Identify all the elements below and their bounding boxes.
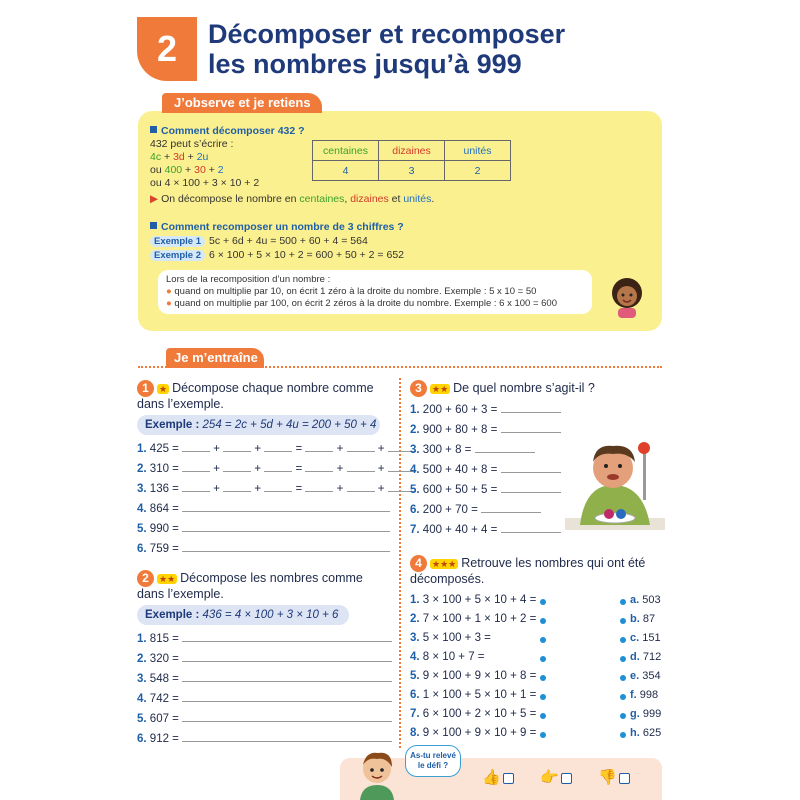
- answer-value: 999: [642, 708, 662, 720]
- thumbs-up-icon: 👍: [482, 769, 501, 786]
- observe-line-3: ou 400 + 30 + 2: [150, 164, 224, 176]
- match-dot-right[interactable]: [620, 675, 626, 681]
- difficulty-stars: ★★: [432, 383, 449, 394]
- answer-option: [630, 670, 661, 682]
- item-text: 815 =: [149, 633, 179, 645]
- exercise-item: [410, 613, 536, 625]
- item-text: 310 =: [149, 463, 179, 475]
- exercise-item: [410, 670, 536, 682]
- answer-option: [630, 727, 661, 739]
- answer-blank[interactable]: [182, 693, 392, 702]
- item-number: 6.: [410, 689, 420, 701]
- answer-blank[interactable]: [501, 424, 561, 433]
- answer-value: 354: [642, 670, 661, 682]
- item-text: 607 =: [149, 713, 179, 725]
- answer-blank[interactable]: [475, 444, 535, 453]
- checkbox[interactable]: [561, 773, 572, 784]
- observe-example-1: Exemple 1 5c + 6d + 4u = 500 + 60 + 4 = 564: [150, 235, 368, 247]
- exercise-instruction: De quel nombre s’agit-il ?: [453, 380, 595, 395]
- match-dot-left[interactable]: [540, 637, 546, 643]
- triangle-bullet-icon: ▶: [150, 193, 159, 205]
- exercise-item: [137, 653, 392, 665]
- exercise-1-example: Exemple : 254 = 2c + 5d + 4u = 200 + 50 + 4: [137, 415, 380, 435]
- exercise-item: [410, 464, 561, 476]
- answer-blank[interactable]: [182, 673, 392, 682]
- item-text: 1 × 100 + 5 × 10 + 1 =: [422, 689, 537, 701]
- answer-blank[interactable]: [182, 733, 392, 742]
- answer-blank[interactable]: [264, 463, 292, 472]
- item-text: 864 =: [149, 503, 179, 515]
- answer-blank[interactable]: [347, 443, 375, 452]
- item-text: 912 =: [149, 733, 179, 745]
- table-header: centaines: [313, 141, 379, 161]
- difficulty-stars: ★★★: [432, 558, 457, 569]
- exercise-item: [410, 727, 536, 739]
- practice-tab: Je m’entraîne: [166, 348, 264, 368]
- answer-value: 151: [642, 632, 661, 644]
- answer-blank[interactable]: [182, 543, 390, 552]
- answer-blank[interactable]: [223, 443, 251, 452]
- answer-option: [630, 632, 661, 644]
- answer-blank[interactable]: [182, 503, 390, 512]
- exercise-item: 3. 136 = + + = + +: [137, 483, 416, 495]
- item-number: 5.: [410, 670, 420, 682]
- exercise-instruction: Retrouve les nombres qui ont été décomposés.: [410, 555, 646, 586]
- thumbs-down-icon: 👎: [598, 769, 617, 786]
- thumbs-sideways-icon: 👉: [540, 769, 559, 786]
- table-header: dizaines: [379, 141, 445, 161]
- item-text: 742 =: [149, 693, 179, 705]
- thumbs-side-option[interactable]: [540, 768, 572, 786]
- item-number: 7.: [410, 708, 420, 720]
- answer-blank[interactable]: [223, 463, 251, 472]
- exercise-item: [410, 444, 535, 456]
- match-dot-right[interactable]: [620, 694, 626, 700]
- table-cell: 2: [445, 161, 511, 181]
- exercise-item: [137, 523, 390, 535]
- answer-blank[interactable]: [481, 504, 541, 513]
- exercise-item: [410, 708, 536, 720]
- answer-blank[interactable]: [182, 443, 210, 452]
- exercise-item: [137, 673, 392, 685]
- item-number: 5.: [410, 484, 420, 496]
- observe-line-4: ou 4 × 100 + 3 × 10 + 2: [150, 177, 260, 189]
- answer-blank[interactable]: [182, 713, 392, 722]
- item-number: 7.: [410, 524, 420, 536]
- item-number: 2.: [410, 424, 420, 436]
- boy-illustration: [352, 745, 402, 800]
- match-dot-left[interactable]: [540, 618, 546, 624]
- match-dot-left[interactable]: [540, 675, 546, 681]
- item-number: 2.: [137, 463, 147, 475]
- answer-blank[interactable]: [305, 463, 333, 472]
- observe-example-2: Exemple 2 6 × 100 + 5 × 10 + 2 = 600 + 50 + 2 = 652: [150, 249, 404, 261]
- answer-letter: g.: [630, 708, 640, 720]
- exercise-item: [137, 733, 392, 745]
- item-text: 759 =: [149, 543, 179, 555]
- challenge-speech-bubble: As-tu relevé le défi ?: [405, 745, 461, 777]
- item-text: 600 + 50 + 5 =: [422, 484, 498, 496]
- item-number: 4.: [410, 651, 420, 663]
- exercise-item: [410, 504, 541, 516]
- answer-blank[interactable]: [501, 484, 561, 493]
- observe-question-1: Comment décomposer 432 ?: [150, 125, 305, 137]
- item-text: 8 × 10 + 7 =: [422, 651, 485, 663]
- rule-bubble: [158, 270, 592, 314]
- item-number: 3.: [410, 632, 420, 644]
- difficulty-stars: ★★: [159, 573, 176, 584]
- square-bullet-icon: [150, 126, 157, 133]
- item-text: 320 =: [149, 653, 179, 665]
- exercise-item: [410, 632, 491, 644]
- exercise-item: [137, 713, 392, 725]
- thumbs-down-option[interactable]: [598, 768, 630, 786]
- item-text: 200 + 70 =: [422, 504, 478, 516]
- item-text: 425 =: [149, 443, 179, 455]
- answer-blank[interactable]: [347, 483, 375, 492]
- observe-line-2: 4c + 3d + 2u: [150, 151, 209, 163]
- exercise-number: 4: [410, 555, 427, 572]
- exercise-2-example: Exemple : 436 = 4 × 100 + 3 × 10 + 6: [137, 605, 349, 625]
- girl-illustration: [606, 276, 648, 318]
- answer-blank[interactable]: [182, 483, 210, 492]
- column-divider: [399, 378, 401, 748]
- exercise-instruction: Décompose les nombres comme dans l’exemple.: [137, 570, 363, 601]
- table-header: unités: [445, 141, 511, 161]
- answer-option: [630, 613, 655, 625]
- match-dot-left[interactable]: [540, 599, 546, 605]
- title-line-1: Décomposer et recomposer: [208, 19, 566, 49]
- man-eating-illustration: [565, 430, 665, 530]
- exercise-item: [410, 689, 536, 701]
- answer-letter: b.: [630, 613, 640, 625]
- item-number: 3.: [410, 444, 420, 456]
- item-text: 9 × 100 + 9 × 10 + 9 =: [422, 727, 537, 739]
- answer-value: 712: [642, 651, 662, 663]
- square-bullet-icon: [150, 222, 157, 229]
- answer-blank[interactable]: [305, 483, 333, 492]
- item-text: 900 + 80 + 8 =: [422, 424, 498, 436]
- answer-blank[interactable]: [264, 443, 292, 452]
- page-title: [208, 19, 565, 79]
- answer-blank[interactable]: [305, 443, 333, 452]
- item-text: 400 + 40 + 4 =: [422, 524, 498, 536]
- difficulty-stars: ★: [159, 383, 168, 394]
- exercise-4-header: [410, 555, 660, 586]
- checkbox[interactable]: [619, 773, 630, 784]
- bubble-line-1: Lors de la recomposition d’un nombre :: [166, 274, 331, 285]
- item-number: 6.: [137, 543, 147, 555]
- exercise-item: [137, 633, 392, 645]
- bubble-line-2: ● quand on multiplie par 10, on écrit 1 zéro à la droite du nombre. Exemple : 5 x 10 = 50: [166, 286, 537, 297]
- item-number: 5.: [137, 713, 147, 725]
- item-number: 3.: [137, 483, 147, 495]
- exercise-item: [410, 424, 561, 436]
- match-dot-left[interactable]: [540, 694, 546, 700]
- exercise-number: 1: [137, 380, 154, 397]
- item-number: 8.: [410, 727, 420, 739]
- answer-letter: h.: [630, 727, 640, 739]
- exercise-item: [410, 484, 561, 496]
- item-number: 1.: [137, 633, 147, 645]
- answer-value: 625: [642, 727, 662, 739]
- item-text: 5 × 100 + 3 =: [422, 632, 491, 644]
- answer-blank[interactable]: [223, 483, 251, 492]
- item-number: 6.: [137, 733, 147, 745]
- item-number: 4.: [410, 464, 420, 476]
- match-dot-right[interactable]: [620, 732, 626, 738]
- item-number: 1.: [410, 594, 420, 606]
- table-cell: 3: [379, 161, 445, 181]
- exercise-number: 3: [410, 380, 427, 397]
- answer-blank[interactable]: [182, 523, 390, 532]
- exercise-3-header: [410, 380, 650, 397]
- table-cell: 4: [313, 161, 379, 181]
- answer-option: [630, 651, 661, 663]
- exercise-item: [410, 651, 485, 663]
- bubble-line-3: ● quand on multiplie par 100, on écrit 2 zéros à la droite du nombre. Exemple : 6 x 100 = 600: [166, 298, 557, 309]
- match-dot-left[interactable]: [540, 732, 546, 738]
- match-dot-right[interactable]: [620, 618, 626, 624]
- exercise-item: [137, 543, 390, 555]
- answer-blank[interactable]: [347, 463, 375, 472]
- answer-blank[interactable]: [501, 524, 561, 533]
- title-line-2: les nombres jusqu’à 999: [208, 49, 522, 79]
- answer-blank[interactable]: [182, 463, 210, 472]
- exercise-item: [410, 404, 561, 416]
- item-number: 2.: [410, 613, 420, 625]
- item-text: 7 × 100 + 1 × 10 + 2 =: [422, 613, 537, 625]
- exercise-item: [410, 594, 536, 606]
- lesson-number: 2: [137, 17, 197, 81]
- item-text: 3 × 100 + 5 × 10 + 4 =: [422, 594, 537, 606]
- observe-tab: J’observe et je retiens: [162, 93, 322, 113]
- item-text: 6 × 100 + 2 × 10 + 5 =: [422, 708, 537, 720]
- answer-blank[interactable]: [501, 464, 561, 473]
- item-number: 1.: [137, 443, 147, 455]
- exercise-item: [137, 693, 392, 705]
- exercise-1-header: [137, 380, 387, 411]
- item-number: 4.: [137, 503, 147, 515]
- observe-line-1: 432 peut s’écrire :: [150, 138, 234, 150]
- answer-letter: d.: [630, 651, 640, 663]
- answer-letter: a.: [630, 594, 640, 606]
- checkbox[interactable]: [503, 773, 514, 784]
- item-number: 3.: [137, 673, 147, 685]
- item-text: 500 + 40 + 8 =: [422, 464, 498, 476]
- answer-blank[interactable]: [264, 483, 292, 492]
- item-number: 6.: [410, 504, 420, 516]
- item-text: 9 × 100 + 9 × 10 + 8 =: [422, 670, 537, 682]
- answer-blank[interactable]: [182, 633, 392, 642]
- answer-option: [630, 594, 661, 606]
- match-dot-right[interactable]: [620, 637, 626, 643]
- exercise-number: 2: [137, 570, 154, 587]
- thumbs-up-option[interactable]: [482, 768, 514, 786]
- item-number: 5.: [137, 523, 147, 535]
- answer-letter: e.: [630, 670, 640, 682]
- answer-value: 503: [642, 594, 661, 606]
- answer-value: 87: [642, 613, 656, 625]
- exercise-item: [410, 524, 561, 536]
- exercise-item: 2. 310 = + + = + +: [137, 463, 416, 475]
- item-text: 136 =: [149, 483, 179, 495]
- observe-question-2: Comment recomposer un nombre de 3 chiffres ?: [150, 221, 404, 233]
- exercise-item: [137, 503, 390, 515]
- item-number: 1.: [410, 404, 420, 416]
- match-dot-right[interactable]: [620, 656, 626, 662]
- answer-value: 998: [639, 689, 659, 701]
- item-text: 548 =: [149, 673, 179, 685]
- answer-letter: f.: [630, 689, 637, 701]
- exercise-instruction: Décompose chaque nombre comme dans l’exemple.: [137, 380, 374, 411]
- answer-option: [630, 708, 661, 720]
- observe-rule: ▶ On décompose le nombre en centaines, dizaines et unités.: [150, 193, 435, 205]
- exercise-item: 1. 425 = + + = + +: [137, 443, 416, 455]
- answer-blank[interactable]: [182, 653, 392, 662]
- item-text: 200 + 60 + 3 =: [422, 404, 498, 416]
- exercise-2-header: [137, 570, 387, 601]
- item-text: 300 + 8 =: [422, 444, 472, 456]
- match-dot-right[interactable]: [620, 599, 626, 605]
- answer-option: [630, 689, 658, 701]
- answer-letter: c.: [630, 632, 640, 644]
- item-text: 990 =: [149, 523, 179, 535]
- match-dot-right[interactable]: [620, 713, 626, 719]
- item-number: 2.: [137, 653, 147, 665]
- match-dot-left[interactable]: [540, 713, 546, 719]
- answer-blank[interactable]: [501, 404, 561, 413]
- match-dot-left[interactable]: [540, 656, 546, 662]
- item-number: 4.: [137, 693, 147, 705]
- place-value-table: [312, 140, 511, 181]
